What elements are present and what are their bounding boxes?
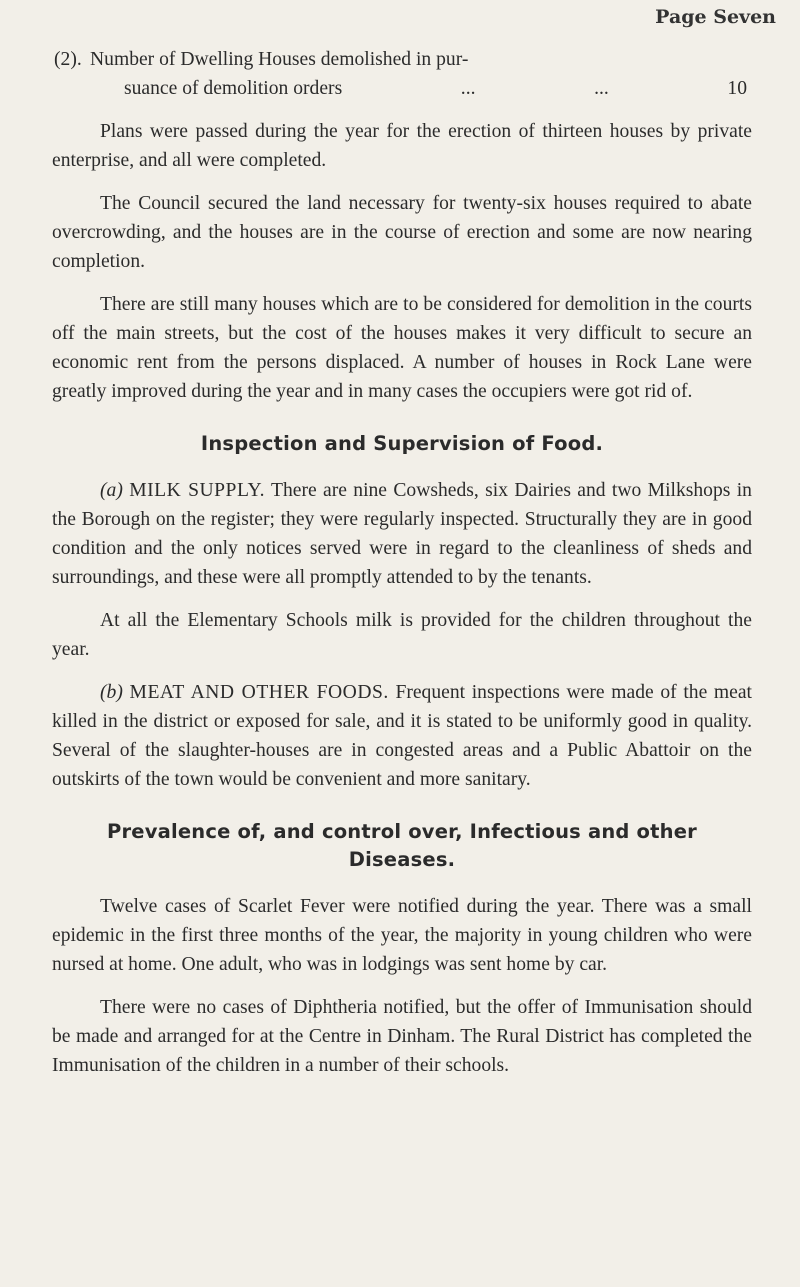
paragraph-schools-milk: At all the Elementary Schools milk is provided for the children throughout the year. xyxy=(52,610,752,660)
milk-text: There are nine Cowsheds, six Dairies and two Milkshops in the Borough on the register; they were regularly inspected. Structurally they are in good condition and the only notices served were in regard to the cleanliness of sheds and surroundings, and these were all promptly attended to by the tenants. xyxy=(52,480,752,588)
page-content xyxy=(52,45,752,1080)
item-2-text-line2: suance of demolition orders xyxy=(124,78,343,99)
paragraph-scarlet-fever: Twelve cases of Scarlet Fever were notified during the year. There was a small epidemic in the first three months of the year, the majority in young children who were nursed at home. One adult, who was in lodgings was sent home by car. xyxy=(52,896,752,975)
heading-infectious-diseases xyxy=(52,818,752,874)
meat-caps: MEAT AND OTHER FOODS. xyxy=(129,682,389,703)
paragraph-plans: Plans were passed during the year for the erection of thirteen houses by private enterprise, and all were completed. xyxy=(52,121,752,171)
item-2-number: (2). xyxy=(54,49,82,70)
paragraph-demolition: There are still many houses which are to be considered for demolition in the courts off the main streets, but the cost of the houses makes it very difficult to secure an economic rent from the persons displaced. A number of houses in Rock Lane were greatly improved during the year and in many cases the occupiers were got rid of. xyxy=(52,294,752,402)
item-2-value: 10 xyxy=(727,78,747,99)
heading-disease-line1: Prevalence of, and control over, Infectious and other xyxy=(106,820,697,843)
paragraph-diphtheria: There were no cases of Diphtheria notified, but the offer of Immunisation should be made and arranged for at the Centre in Dinham. The Rural District has completed the Immunisation of the children in a number of their schools. xyxy=(52,997,752,1076)
item-2-line2 xyxy=(124,74,747,103)
milk-caps: MILK SUPPLY. xyxy=(129,480,265,501)
paragraph-council-land: The Council secured the land necessary for twenty-six houses required to abate overcrowding, and the houses are in the course of erection and some are now nearing completion. xyxy=(52,193,752,272)
item-2-line1 xyxy=(54,45,752,74)
paragraph-meat-foods xyxy=(52,678,752,794)
heading-food-inspection: Inspection and Supervision of Food. xyxy=(200,432,604,455)
milk-label: (a) xyxy=(100,480,123,501)
item-2-text-line1: Number of Dwelling Houses demolished in pur- xyxy=(90,49,469,70)
heading-disease-line2: Diseases. xyxy=(348,848,456,871)
meat-label: (b) xyxy=(100,682,123,703)
page-number-header: Page Seven xyxy=(655,6,776,28)
item-2-dots-1: ... xyxy=(460,78,476,99)
paragraph-milk-supply xyxy=(52,476,752,592)
item-2-dots-2: ... xyxy=(594,78,609,99)
meat-text: Frequent inspections were made of the meat killed in the district or exposed for sale, and it is stated to be uniformly good in quality. Several of the slaughter-houses are in congested areas and a Public Abattoir on the outskirts of the town would be convenient and more sanitary. xyxy=(52,682,752,790)
